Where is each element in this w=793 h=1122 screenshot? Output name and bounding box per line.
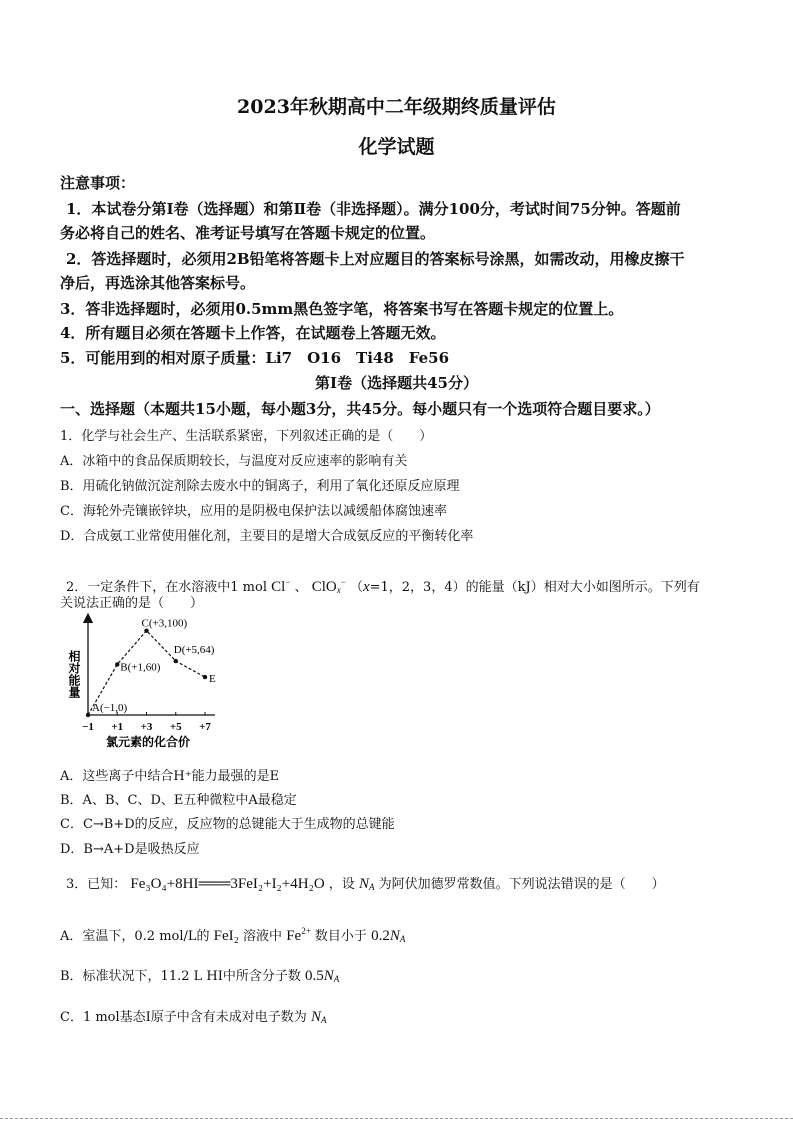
chloride-ion: Cl− bbox=[271, 577, 291, 595]
x-tick-label: +3 bbox=[140, 721, 153, 733]
data-point bbox=[203, 675, 207, 679]
point-label: E bbox=[209, 673, 216, 686]
chlorate-ion: ClO$_x$− bbox=[311, 577, 346, 595]
exam-title: 2023年秋期高中二年级期终质量评估 bbox=[237, 96, 556, 118]
exam-subtitle: 化学试题 bbox=[358, 136, 435, 158]
note-line: 务必将自己的姓名、准考证号填写在答题卡规定的位置。 bbox=[60, 224, 436, 242]
question-2-option-b: B．A、B、C、D、E五种微粒中A最稳定 bbox=[60, 793, 297, 808]
section-instruction: 一、选择题（本题共15小题，每小题3分，共45分。每小题只有一个选项符合题目要求。） bbox=[60, 400, 660, 418]
question-3-option-c: C．1 mol基态Ⅰ原子中含有未成对电子数为 $N_A$ bbox=[60, 1009, 327, 1025]
note-line: 5．可能用到的相对原子质量：Li7 O16 Ti48 Fe56 bbox=[60, 349, 450, 367]
note-line: 3．答非选择题时，必须用0.5mm黑色签字笔，将答案书写在答题卡规定的位置上。 bbox=[60, 300, 624, 318]
question-1-option-b: B．用硫化钠做沉淀剂除去废水中的铜离子，利用了氧化还原反应原理 bbox=[60, 479, 460, 494]
data-point bbox=[86, 713, 90, 717]
question-3-option-b: B．标准状况下，11.2 L HI中所含分子数 $0.5N_A$ bbox=[60, 968, 340, 984]
question-2-stem-line2: 关说法正确的是（ ） bbox=[60, 596, 204, 611]
reaction-equation: Fe₃O₄+8HI═══3FeI₂+I₂+4H₂O bbox=[130, 876, 325, 892]
point-label: C(+3,100) bbox=[141, 617, 188, 630]
x-tick-label: +7 bbox=[199, 721, 211, 733]
question-3-stem: 3．已知： Fe₃O₄+8HI═══3FeI₂+I₂+4H₂O ，设 $N_A$ 为阿伏加德罗常数值。下列说法错误的是（ ） bbox=[66, 876, 665, 892]
note-line: 2．答选择题时，必须用2B铅笔将答题卡上对应题目的答案标号涂黑，如需改动，用橡皮擦干 bbox=[66, 250, 685, 268]
section-heading: 第Ⅰ卷（选择题共45分） bbox=[315, 374, 478, 392]
question-3-option-a: A．室温下，0.2 mol/L的 FeI₂ 溶液中 $Fe^{2+}$ 数目小于 $0.2N_A$ bbox=[60, 926, 406, 944]
x-tick-label: +5 bbox=[169, 721, 182, 733]
note-line: 4．所有题目必须在答题卡上作答，在试题卷上答题无效。 bbox=[60, 324, 446, 342]
point-label: B(+1,60) bbox=[120, 661, 161, 674]
question-1-option-a: A．冰箱中的食品保质期较长，与温度对反应速率的影响有关 bbox=[60, 454, 408, 469]
note-line: 净后，再选涂其他答案标号。 bbox=[60, 274, 256, 292]
question-1-option-c: C．海轮外壳镶嵌锌块，应用的是阴极电保护法以减缓船体腐蚀速率 bbox=[60, 504, 447, 519]
point-label: D(+5,64) bbox=[173, 644, 215, 657]
avogadro-symbol: $N_A$ bbox=[358, 876, 375, 892]
question-2-option-c: C．C→B+D的反应，反应物的总键能大于生成物的总键能 bbox=[60, 817, 395, 832]
x-axis-label: 氯元素的化合价 bbox=[105, 735, 191, 749]
x-tick-label: −1 bbox=[82, 721, 94, 733]
note-line: 1．本试卷分第Ⅰ卷（选择题）和第Ⅱ卷（非选择题）。满分100分，考试时间75分钟。答题前 bbox=[66, 200, 681, 218]
question-2-option-d: D．B→A+D是吸热反应 bbox=[60, 842, 200, 857]
energy-chart bbox=[60, 610, 230, 755]
question-1-option-d: D．合成氨工业常使用催化剂，主要目的是增大合成氨反应的平衡转化率 bbox=[60, 529, 474, 544]
page-divider bbox=[0, 1118, 793, 1119]
y-axis-label: 相对能量 bbox=[67, 650, 81, 698]
data-point bbox=[174, 659, 178, 663]
x-tick-label: +1 bbox=[111, 721, 124, 733]
question-2-option-a: A．这些离子中结合H⁺能力最强的是E bbox=[60, 769, 280, 784]
question-2-stem: 2．一定条件下，在水溶液中1 mol Cl− 、 ClO$_x$− （x=1，2，3，4）的能量（kJ）相对大小如图所示。下列有 bbox=[66, 577, 700, 595]
data-point bbox=[115, 662, 119, 666]
notes-heading: 注意事项： bbox=[60, 174, 136, 192]
point-label: A(−1,0) bbox=[92, 702, 128, 714]
question-1-stem: 1．化学与社会生产、生活联系紧密，下列叙述正确的是（ ） bbox=[60, 429, 433, 444]
